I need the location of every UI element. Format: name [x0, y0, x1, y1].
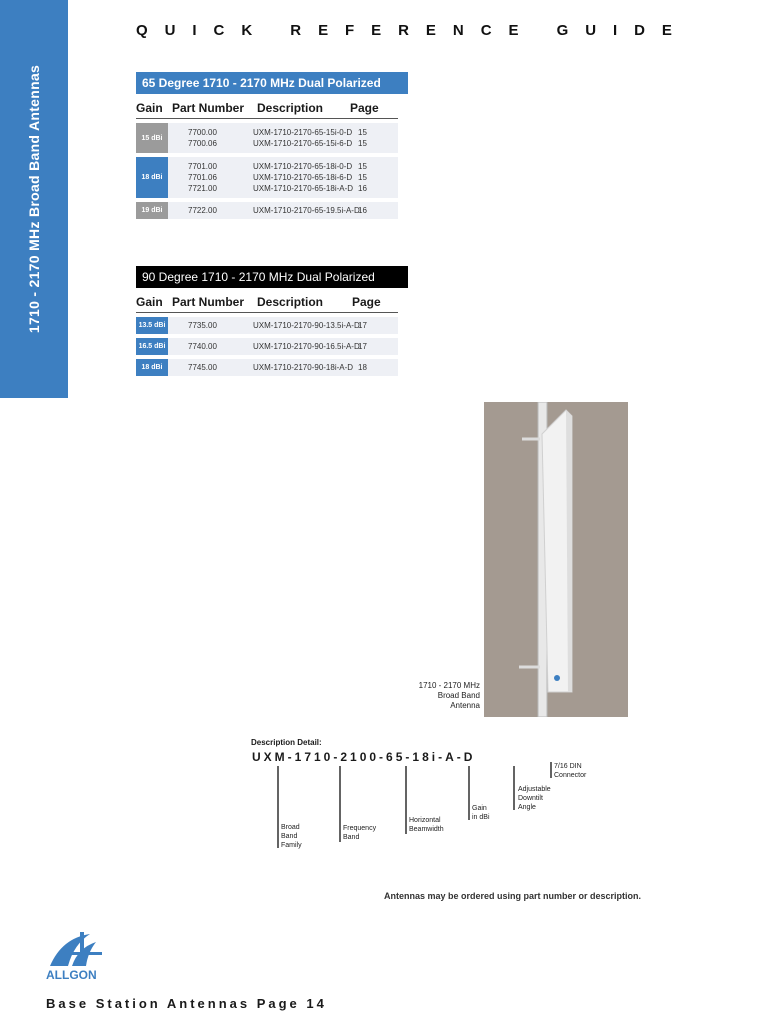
col-page: Page: [352, 295, 381, 309]
description-cell: UXM-1710-2170-65-18i-A-D: [253, 184, 354, 193]
page-cell: 17: [358, 321, 367, 330]
part-number-cell: 7735.00: [188, 321, 217, 330]
table-heading: 90 Degree 1710 - 2170 MHz Dual Polarized: [136, 266, 408, 288]
label-line: Connector: [554, 772, 587, 779]
title-letter: F: [345, 22, 355, 39]
label-line: Family: [281, 842, 302, 849]
page-cell: 16: [358, 206, 367, 215]
title-letter: E: [371, 22, 382, 39]
caption-line: Broad Band: [437, 691, 480, 700]
gain-badge: 15 dBi: [136, 123, 168, 153]
part-number-cell: 7745.00: [188, 363, 217, 372]
description-code: UXM-1710-2100-65-18i-A-D: [252, 750, 476, 764]
title-letter: C: [480, 22, 492, 39]
title-letter: E: [508, 22, 519, 39]
title-letter: E: [318, 22, 329, 39]
label-line: Band: [343, 834, 360, 841]
title-letter: I: [192, 22, 197, 39]
part-number-cell: 7701.06: [188, 173, 217, 182]
part-number-cell: 7740.00: [188, 342, 217, 351]
gain-badge: 13.5 dBi: [136, 317, 168, 334]
title-letter: K: [241, 22, 253, 39]
order-note: Antennas may be ordered using part number or description.: [384, 891, 642, 901]
description-cell: UXM-1710-2170-90-16.5i-A-D: [253, 342, 360, 351]
description-cell: UXM-1710-2170-90-18i-A-D: [253, 363, 354, 372]
label-line: Angle: [518, 804, 536, 811]
page-footer: Base Station Antennas Page 14: [46, 996, 327, 1011]
page-cell: 15: [358, 173, 367, 182]
label-line: Broad: [281, 824, 300, 831]
description-detail-title: Description Detail:: [251, 738, 322, 747]
part-number-cell: 7722.00: [188, 206, 217, 215]
caption-line: 1710 - 2170 MHz: [418, 681, 480, 690]
label-line: Adjustable: [518, 786, 551, 793]
gain-badge: 19 dBi: [136, 202, 168, 219]
description-cell: UXM-1710-2170-65-15i-6-D: [253, 139, 353, 148]
title-letter: N: [452, 22, 464, 39]
gain-badge: 16.5 dBi: [136, 338, 168, 355]
title-letter: G: [556, 22, 569, 39]
part-number-cell: 7700.00: [188, 128, 217, 137]
label-gain: [472, 804, 490, 822]
gain-badge: 18 dBi: [136, 157, 168, 198]
part-number-cell: 7701.00: [188, 162, 217, 171]
label-line: Downtilt: [518, 795, 543, 802]
label-frequency-band: [343, 824, 376, 842]
title-letter: R: [398, 22, 409, 39]
label-line: Beamwidth: [409, 826, 444, 833]
label-line: in dBi: [472, 814, 490, 821]
page-cell: 17: [358, 342, 367, 351]
page-cell: 15: [358, 162, 367, 171]
description-cell: UXM-1710-2170-90-13.5i-A-D: [253, 321, 360, 330]
label-line: 7/16 DIN: [554, 763, 582, 770]
page-cell: 15: [358, 139, 367, 148]
caption-line: Antenna: [450, 701, 480, 710]
label-line: Horizontal: [409, 817, 441, 824]
title-letter: U: [164, 22, 176, 39]
label-connector: [554, 762, 586, 780]
logo-wordmark: ALLGON: [46, 968, 97, 982]
title-letter: D: [634, 22, 645, 39]
part-number-cell: 7700.06: [188, 139, 217, 148]
table-heading: 65 Degree 1710 - 2170 MHz Dual Polarized: [136, 72, 408, 94]
description-cell: UXM-1710-2170-65-15i-0-D: [253, 128, 353, 137]
col-page: Page: [350, 101, 379, 115]
col-part-number: Part Number: [172, 101, 245, 115]
description-cell: UXM-1710-2170-65-18i-6-D: [253, 173, 353, 182]
title-letter: I: [613, 22, 618, 39]
gain-badge: 18 dBi: [136, 359, 168, 376]
label-downtilt: [518, 785, 551, 812]
title-letter: R: [290, 22, 302, 39]
side-tab-label: 1710 - 2170 MHz Broad Band Antennas: [26, 64, 42, 334]
part-number-cell: 7721.00: [188, 184, 217, 193]
label-broad-band-family: [281, 823, 302, 850]
title-letter: E: [425, 22, 436, 39]
col-part-number: Part Number: [172, 295, 245, 309]
title-letter: Q: [136, 22, 148, 39]
col-description: Description: [257, 101, 324, 115]
col-gain: Gain: [136, 295, 163, 309]
description-cell: UXM-1710-2170-65-18i-0-D: [253, 162, 353, 171]
label-line: Band: [281, 833, 298, 840]
col-gain: Gain: [136, 101, 163, 115]
label-horizontal-beamwidth: [409, 816, 444, 834]
title-letter: U: [585, 22, 597, 39]
label-line: Gain: [472, 805, 487, 812]
col-description: Description: [257, 295, 324, 309]
title-letter: C: [213, 22, 225, 39]
page-cell: 18: [358, 363, 367, 372]
page-cell: 16: [358, 184, 367, 193]
label-line: Frequency: [343, 825, 377, 832]
page-cell: 15: [358, 128, 367, 137]
description-cell: UXM-1710-2170-65-19.5i-A-D: [253, 206, 360, 215]
title-letter: E: [661, 22, 672, 39]
